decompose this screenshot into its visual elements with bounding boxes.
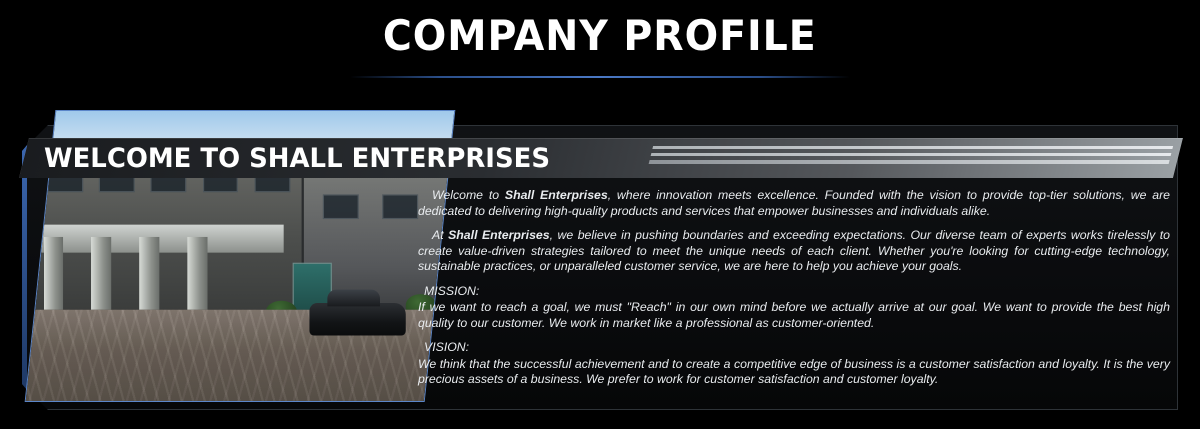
mission-text: If we want to reach a goal, we must "Reach" in our own mind before we actually arrive at our goal. We want to provide the best high quality to our customer. We work in market like a professional as customer-oriented. xyxy=(418,300,1170,330)
company-name: Shall Enterprises xyxy=(448,228,550,242)
vision-text: We think that the successful achievement and to create a competitive edge of business is a customer satisfaction and loyalty. It is the very precious assets of a business. We prefer to work for customer satisfaction and customer loyalty. xyxy=(418,356,1170,386)
intro-rest: , where innovation meets excellence. Founded with the vision to provide top-tier solutions, we are dedicated to delivering high-quality products and services that empower businesses and individuals alike. xyxy=(418,188,1170,218)
title-divider xyxy=(350,76,850,78)
intro-lead: Welcome to xyxy=(432,188,505,202)
mission-label: MISSION: xyxy=(424,283,480,298)
title-block xyxy=(0,11,1200,60)
paragraph-intro xyxy=(418,188,1170,219)
photo-window xyxy=(323,195,359,219)
profile-body xyxy=(418,188,1170,397)
approach-rest: , we believe in pushing boundaries and exceeding expectations. Our diverse team of experts works tirelessly to create value-driven strategies tailored to meet the unique needs of each client. Whether you're looking for cutting-edge technology, sustainable practices, or unparalleled customer service, we are here to help you achieve your goals. xyxy=(418,228,1171,273)
photo-window xyxy=(382,195,418,219)
company-name: Shall Enterprises xyxy=(504,188,608,202)
section-heading: WELCOME TO SHALL ENTERPRISES xyxy=(44,143,551,174)
vision-label: VISION: xyxy=(424,340,470,354)
paragraph-approach xyxy=(418,228,1170,275)
page-title: COMPANY PROFILE xyxy=(383,11,817,60)
header-line xyxy=(652,146,1173,149)
section-header-lines xyxy=(647,146,1173,171)
approach-lead: At xyxy=(432,228,449,242)
photo-car xyxy=(310,303,406,335)
mission-block xyxy=(418,284,1170,332)
header-line xyxy=(651,153,1172,156)
vision-block xyxy=(418,340,1170,388)
header-line xyxy=(649,160,1170,164)
